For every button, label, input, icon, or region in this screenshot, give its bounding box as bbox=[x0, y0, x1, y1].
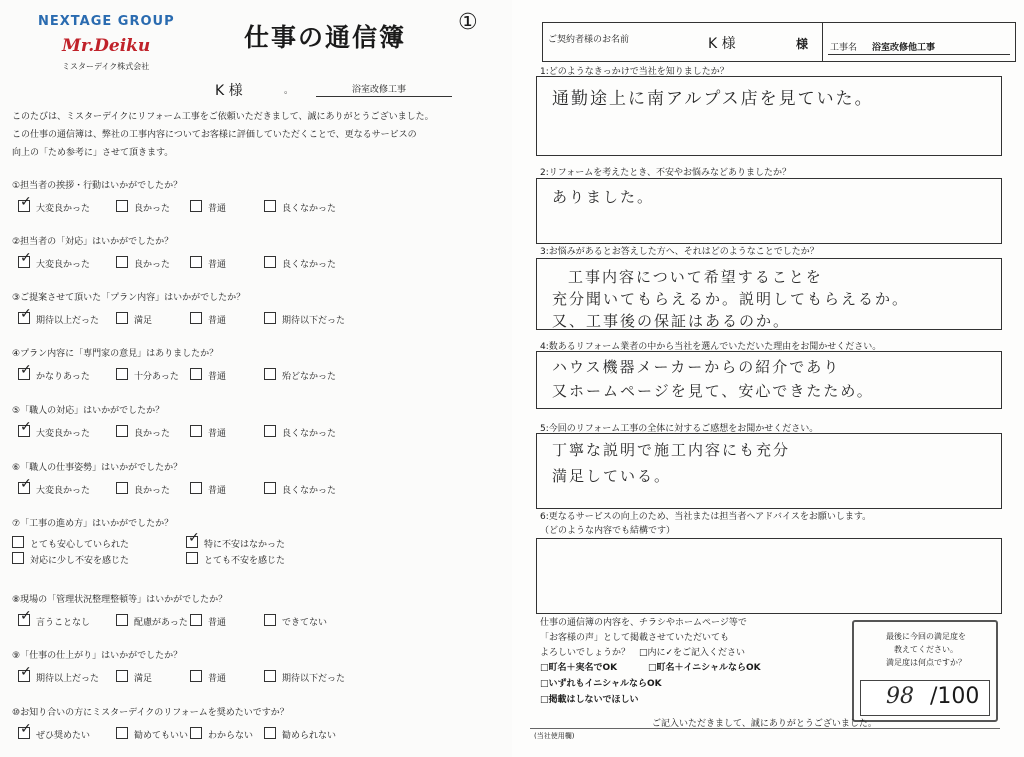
section-label: 4:数あるリフォーム業者の中から当社を選んでいただいた理由をお聞かせください。 bbox=[540, 342, 882, 352]
option-label: 普通 bbox=[208, 204, 227, 214]
perm-option-2[interactable]: □町名＋イニシャルならOK bbox=[648, 663, 761, 673]
contract-name: K 様 bbox=[708, 36, 736, 52]
section-label: 3:お悩みがあるとお答えした方へ、それはどのようなことでしたか？ bbox=[540, 247, 819, 257]
question-title: ①担当者の挨拶・行動はいかがでしたか？ bbox=[12, 181, 183, 191]
section-label: 1:どのようなきっかけで当社を知りましたか？ bbox=[540, 67, 729, 77]
intro-line: この仕事の通信簿は、弊社の工事内容についてお客様に評価していただくことで、更なるサービスの bbox=[12, 130, 417, 140]
option-checkbox[interactable] bbox=[264, 482, 276, 494]
intro-line: 向上の「ため参考に」させて頂きます。 bbox=[12, 148, 174, 158]
option-label: 普通 bbox=[208, 429, 227, 439]
option-checkbox[interactable] bbox=[264, 425, 276, 437]
question-title: ⑧現場の「管理状況整理整頓等」はいかがでしたか？ bbox=[12, 595, 228, 605]
score-value: 98 bbox=[886, 684, 914, 709]
option-checkbox[interactable] bbox=[116, 312, 128, 324]
handwritten-answer: 満足している。 bbox=[552, 467, 672, 485]
option-label: 配慮があった bbox=[134, 618, 188, 628]
score-prompt-line: 満足度は何点ですか？ bbox=[886, 658, 966, 667]
intro-line: このたびは、ミスターデイクにリフォーム工事をご依頼いただきまして、誠にありがとうございました。 bbox=[12, 112, 434, 122]
question-title: ⑥「職人の仕事姿勢」はいかがでしたか？ bbox=[12, 463, 183, 473]
option-label: 大変良かった bbox=[36, 204, 91, 214]
option-checkbox[interactable] bbox=[116, 670, 128, 682]
option-checkbox[interactable] bbox=[12, 536, 24, 548]
option-label: 期待以上だった bbox=[36, 316, 100, 326]
option-label: 勧めてもいい bbox=[134, 731, 189, 741]
header-divider bbox=[822, 22, 823, 62]
option-label: 良くなかった bbox=[282, 486, 337, 496]
option-label: 普通 bbox=[208, 316, 227, 326]
contract-label: ご契約者様のお名前 bbox=[548, 35, 630, 45]
option-label: かなりあった bbox=[36, 372, 90, 382]
option-checkbox[interactable] bbox=[116, 200, 128, 212]
option-label: 良かった bbox=[134, 260, 171, 270]
contract-suffix: 様 bbox=[796, 37, 809, 51]
option-label: 良くなかった bbox=[282, 260, 337, 270]
check-mark-icon: ✓ bbox=[20, 194, 32, 210]
project-underline bbox=[316, 96, 452, 97]
option-label: とても安心していられた bbox=[30, 540, 130, 550]
option-label: わからない bbox=[208, 731, 254, 741]
option-label: 良くなかった bbox=[282, 204, 337, 214]
option-label: ぜひ奨めたい bbox=[36, 731, 91, 741]
option-checkbox[interactable] bbox=[186, 552, 198, 564]
option-label: 満足 bbox=[134, 674, 153, 684]
check-mark-icon: ✓ bbox=[20, 664, 32, 680]
thanks-text: ご記入いただきまして、誠にありがとうございました。 bbox=[652, 719, 877, 729]
check-mark-icon: ✓ bbox=[20, 721, 32, 737]
option-label: 期待以上だった bbox=[36, 674, 100, 684]
handwritten-answer: 丁寧な説明で施工内容にも充分 bbox=[552, 441, 791, 459]
option-label: 大変良かった bbox=[36, 429, 91, 439]
option-checkbox[interactable] bbox=[190, 727, 202, 739]
option-checkbox[interactable] bbox=[190, 670, 202, 682]
section-label: 5:今回のリフォーム工事の全体に対するご感想をお聞かせください。 bbox=[540, 424, 819, 434]
option-checkbox[interactable] bbox=[116, 256, 128, 268]
option-label: 対応に少し不安を感じた bbox=[30, 556, 130, 566]
perm-option-1[interactable]: □町名＋実名でOK bbox=[540, 663, 618, 673]
perm-option-4[interactable]: □掲載はしないでほしい bbox=[540, 695, 639, 705]
option-label: できてない bbox=[282, 618, 328, 628]
option-label: 満足 bbox=[134, 316, 153, 326]
option-label: 良かった bbox=[134, 429, 171, 439]
option-label: 大変良かった bbox=[36, 260, 91, 270]
option-label: 期待以下だった bbox=[282, 316, 346, 326]
project-label: 工事名 bbox=[830, 43, 858, 53]
handwritten-answer: 又、工事後の保証はあるのか。 bbox=[552, 312, 791, 330]
check-mark-icon: ✓ bbox=[20, 306, 32, 322]
option-checkbox[interactable] bbox=[12, 552, 24, 564]
right-page bbox=[512, 0, 1024, 757]
check-mark-icon: ✓ bbox=[188, 530, 200, 546]
option-label: 大変良かった bbox=[36, 486, 91, 496]
question-title: ⑤「職人の対応」はいかがでしたか？ bbox=[12, 406, 165, 416]
option-label: 十分あった bbox=[134, 372, 179, 382]
check-mark-icon: ✓ bbox=[20, 362, 32, 378]
option-checkbox[interactable] bbox=[116, 425, 128, 437]
question-title: ⑨「仕事の仕上がり」はいかがでしたか？ bbox=[12, 651, 183, 661]
handwritten-answer: 通勤途上に南アルプス店を見ていた。 bbox=[552, 89, 874, 109]
option-checkbox[interactable] bbox=[190, 482, 202, 494]
handwritten-answer: ありました。 bbox=[552, 188, 655, 206]
check-mark-icon: ✓ bbox=[20, 419, 32, 435]
option-checkbox[interactable] bbox=[264, 614, 276, 626]
check-mark-icon: ✓ bbox=[20, 608, 32, 624]
option-label: 良かった bbox=[134, 486, 171, 496]
option-label: 普通 bbox=[208, 486, 227, 496]
handwritten-answer: 充分聞いてもらえるか。説明してもらえるか。 bbox=[552, 290, 910, 308]
option-checkbox[interactable] bbox=[116, 727, 128, 739]
question-title: ③ご提案させて頂いた「プラン内容」はいかがでしたか？ bbox=[12, 293, 246, 303]
option-label: 殆どなかった bbox=[282, 372, 337, 382]
project-value: 浴室改修他工事 bbox=[872, 43, 936, 53]
answer-box[interactable] bbox=[536, 538, 1002, 614]
option-checkbox[interactable] bbox=[264, 312, 276, 324]
score-max: /100 bbox=[930, 684, 980, 709]
option-checkbox[interactable] bbox=[190, 312, 202, 324]
score-prompt-line: 最後に今回の満足度を bbox=[886, 632, 966, 641]
option-label: とても不安を感じた bbox=[204, 556, 286, 566]
option-checkbox[interactable] bbox=[190, 614, 202, 626]
handwritten-answer: ハウス機器メーカーからの紹介であり bbox=[552, 358, 841, 376]
option-checkbox[interactable] bbox=[190, 425, 202, 437]
option-checkbox[interactable] bbox=[264, 200, 276, 212]
office-divider bbox=[530, 728, 1000, 729]
option-label: 良かった bbox=[134, 204, 171, 214]
section-label: 2:リフォームを考えたとき、不安やお悩みなどありましたか？ bbox=[540, 168, 791, 178]
intro-text bbox=[12, 108, 492, 162]
brand-logo: Mr.Deiku bbox=[62, 36, 151, 56]
option-label: 言うことなし bbox=[36, 618, 91, 628]
score-prompt bbox=[864, 630, 988, 669]
office-use-label: (当社使用欄) bbox=[534, 732, 575, 740]
option-checkbox[interactable] bbox=[116, 368, 128, 380]
score-prompt-line: 教えてください。 bbox=[894, 645, 958, 654]
option-checkbox[interactable] bbox=[116, 614, 128, 626]
permission-line: よろしいでしょうか？ □内に✓をご記入ください bbox=[540, 648, 746, 658]
check-mark-icon: ✓ bbox=[20, 250, 32, 266]
option-label: 良くなかった bbox=[282, 429, 337, 439]
option-label: 普通 bbox=[208, 372, 227, 382]
option-label: 特に不安はなかった bbox=[204, 540, 286, 550]
page-title: 仕事の通信簿 bbox=[244, 23, 407, 52]
customer-name: K 様 bbox=[215, 83, 243, 99]
section-label: 6:更なるサービスの向上のため、当社または担当者へアドバイスをお願いします。 bbox=[540, 512, 872, 522]
option-checkbox[interactable] bbox=[264, 727, 276, 739]
option-checkbox[interactable] bbox=[264, 368, 276, 380]
project-underline bbox=[828, 54, 1010, 55]
option-checkbox[interactable] bbox=[264, 256, 276, 268]
option-checkbox[interactable] bbox=[190, 200, 202, 212]
option-label: 普通 bbox=[208, 260, 227, 270]
question-title: ⑩お知り合いの方にミスターデイクのリフォームを奨めたいですか？ bbox=[12, 708, 289, 718]
permission-line: 仕事の通信簿の内容を、チラシやホームページ等で bbox=[540, 618, 747, 628]
section-sublabel: （どのような内容でも結構です） bbox=[540, 526, 676, 536]
option-checkbox[interactable] bbox=[190, 256, 202, 268]
question-title: ②担当者の「対応」はいかがでしたか？ bbox=[12, 237, 174, 247]
option-checkbox[interactable] bbox=[264, 670, 276, 682]
group-logo: NEXTAGE GROUP bbox=[38, 14, 175, 29]
customer-suffix: 。 bbox=[284, 86, 294, 96]
handwritten-answer: 又ホームページを見て、安心できたため。 bbox=[552, 382, 874, 400]
option-label: 期待以下だった bbox=[282, 674, 346, 684]
sheet-number: ① bbox=[458, 10, 478, 35]
project-name: 浴室改修工事 bbox=[352, 85, 407, 95]
permission-line: 「お客様の声」として掲載させていただいても bbox=[540, 633, 730, 643]
question-title: ④プラン内容に「専門家の意見」はありましたか？ bbox=[12, 349, 219, 359]
handwritten-answer: 工事内容について希望することを bbox=[568, 268, 823, 286]
option-checkbox[interactable] bbox=[190, 368, 202, 380]
option-checkbox[interactable] bbox=[116, 482, 128, 494]
option-label: 普通 bbox=[208, 618, 227, 628]
company-name: ミスターデイク株式会社 bbox=[62, 62, 150, 71]
perm-option-3[interactable]: □いずれもイニシャルならOK bbox=[540, 679, 662, 689]
check-mark-icon: ✓ bbox=[20, 476, 32, 492]
option-label: 勧められない bbox=[282, 731, 337, 741]
option-label: 普通 bbox=[208, 674, 227, 684]
permission-text bbox=[540, 616, 840, 661]
question-title: ⑦「工事の進め方」はいかがでしたか？ bbox=[12, 519, 174, 529]
